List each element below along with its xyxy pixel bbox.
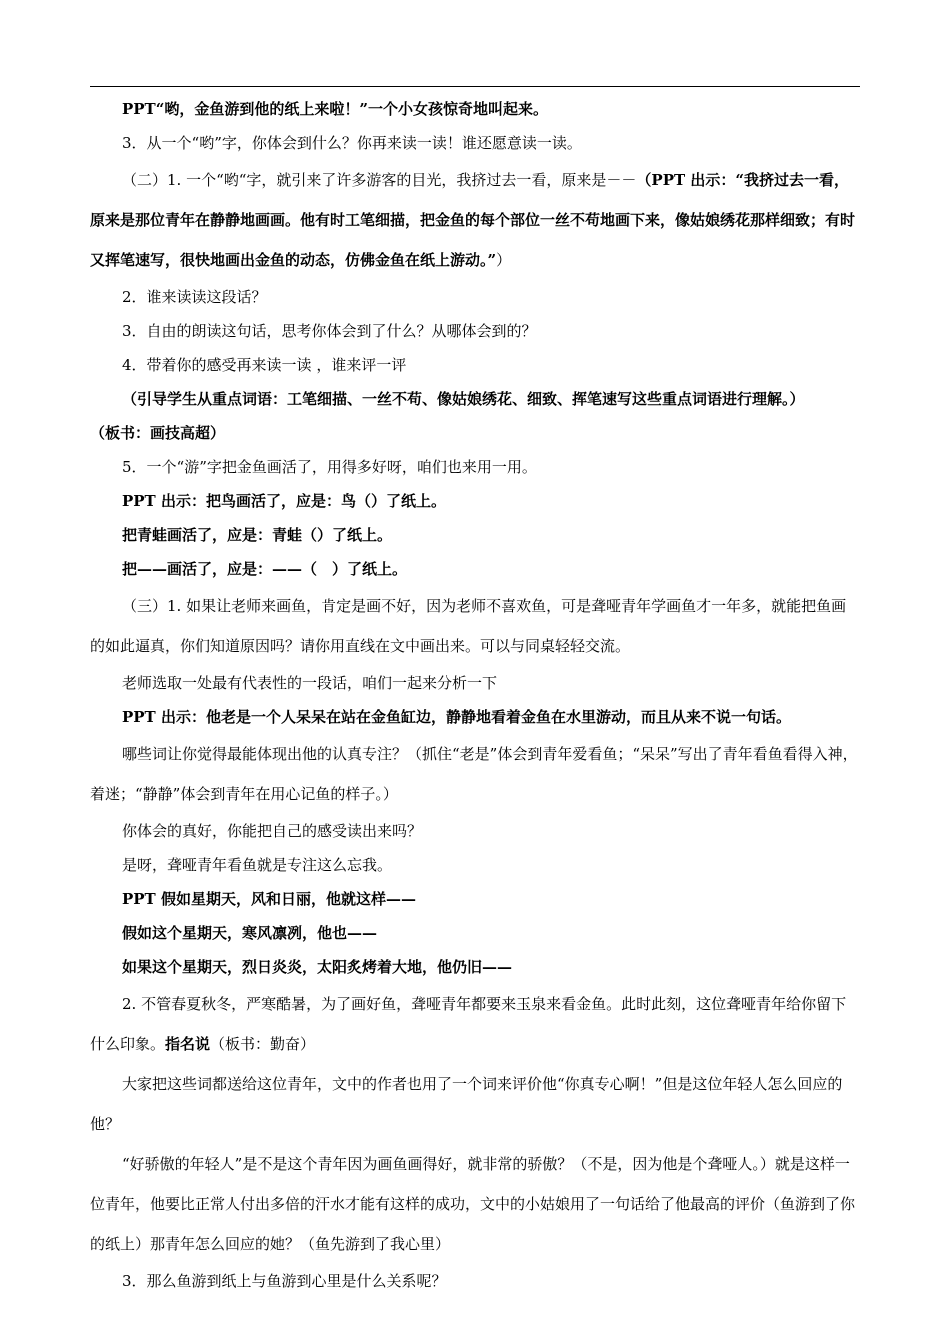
paragraph: 大家把这些词都送给这位青年，文中的作者也用了一个词来评价他“你真专心啊！”但是这位年轻人怎么回应的他？	[90, 1075, 843, 1133]
paragraph: 假如这个星期天，寒风凛冽，他也——	[122, 924, 378, 942]
document-body	[90, 92, 860, 1298]
paragraph-text: （板书：勤奋）	[210, 1035, 316, 1053]
paragraph: 哪些词让你觉得最能体现出他的认真专注？（抓住“老是”体会到青年爱看鱼；“呆呆”写出了青年看鱼看得入神，着迷；“静静”体会到青年在用心记鱼的样子。）	[90, 745, 858, 803]
paragraph: 3．自由的朗读这句话，思考你体会到了什么？从哪体会到的？	[122, 322, 537, 340]
header-rule	[90, 86, 860, 87]
paragraph: 你体会的真好，你能把自己的感受读出来吗？	[122, 822, 423, 840]
paragraph	[90, 160, 860, 280]
bold-phrase: 指名说	[165, 1035, 211, 1053]
paragraph: 3．那么鱼游到纸上与鱼游到心里是什么关系呢？	[122, 1272, 447, 1290]
paragraph: 把——画活了，应是：——（ ）了纸上。	[122, 560, 408, 578]
paragraph-text: （二）1. 一个“哟“字，就引来了许多游客的目光，我挤过去一看，原来是－－	[122, 171, 637, 189]
paragraph: 是呀，聋哑青年看鱼就是专注这么忘我。	[122, 856, 393, 874]
paragraph-text: ）	[496, 251, 512, 269]
paragraph: PPT“哟，金鱼游到他的纸上来啦！”一个小女孩惊奇地叫起来。	[122, 100, 548, 118]
paragraph	[90, 984, 860, 1064]
paragraph: 如果这个星期天，烈日炎炎，太阳炙烤着大地，他仍旧——	[122, 958, 513, 976]
paragraph: PPT 假如星期天，风和日丽，他就这样——	[122, 890, 416, 908]
paragraph: 老师选取一处最有代表性的一段话，咱们一起来分析一下	[122, 674, 498, 692]
paragraph: 2．谁来读读这段话？	[122, 288, 267, 306]
paragraph: PPT 出示：把鸟画活了，应是：鸟（）了纸上。	[122, 492, 446, 510]
paragraph: （三）1. 如果让老师来画鱼，肯定是画不好，因为老师不喜欢鱼，可是聋哑青年学画鱼才一年多，就能把鱼画的如此逼真，你们知道原因吗？请你用直线在文中画出来。可以与同桌轻轻交流。	[90, 597, 847, 655]
board-note: （板书：画技高超）	[90, 424, 226, 442]
paragraph: 3．从一个“哟”字，你体会到什么？你再来读一读！谁还愿意读一读。	[122, 134, 582, 152]
paragraph: “好骄傲的年轻人”是不是这个青年因为画鱼画得好，就非常的骄傲？（不是，因为他是个聋哑人。）就是这样一位青年，他要比正常人付出多倍的汗水才能有这样的成功，文中的小姑娘用了一句话给了他最高的评价（鱼游到了你的纸上）那青年怎么回应的她？（鱼先游到了我心里）	[90, 1155, 856, 1253]
paragraph-text: 2. 不管春夏秋冬，严寒酷暑，为了画好鱼，聋哑青年都要来玉泉来看金鱼。此时此刻，这位聋哑青年给你留下什么印象。	[90, 995, 847, 1053]
paragraph: 4．带着你的感受再来读一读 ，谁来评一评	[122, 356, 407, 374]
paragraph: 把青蛙画活了，应是：青蛙（）了纸上。	[122, 526, 393, 544]
paragraph: PPT 出示：他老是一个人呆呆在站在金鱼缸边，静静地看着金鱼在水里游动，而且从来不说一句话。	[122, 708, 791, 726]
paragraph: 5．一个“游”字把金鱼画活了，用得多好呀，咱们也来用一用。	[122, 458, 537, 476]
ppt-quote: （PPT 出示：“我挤过去一看，原来是那位青年在静静地画画。他有时工笔细描，把金鱼的每个部位一丝不苟地画下来，像姑娘绣花那样细致；有时又挥笔速写，很快地画出金鱼的动态，仿佛金鱼在纸上游动。”	[90, 171, 856, 269]
paragraph: （引导学生从重点词语：工笔细描、一丝不苟、像姑娘绣花、细致、挥笔速写这些重点词语进行理解。）	[122, 390, 805, 408]
